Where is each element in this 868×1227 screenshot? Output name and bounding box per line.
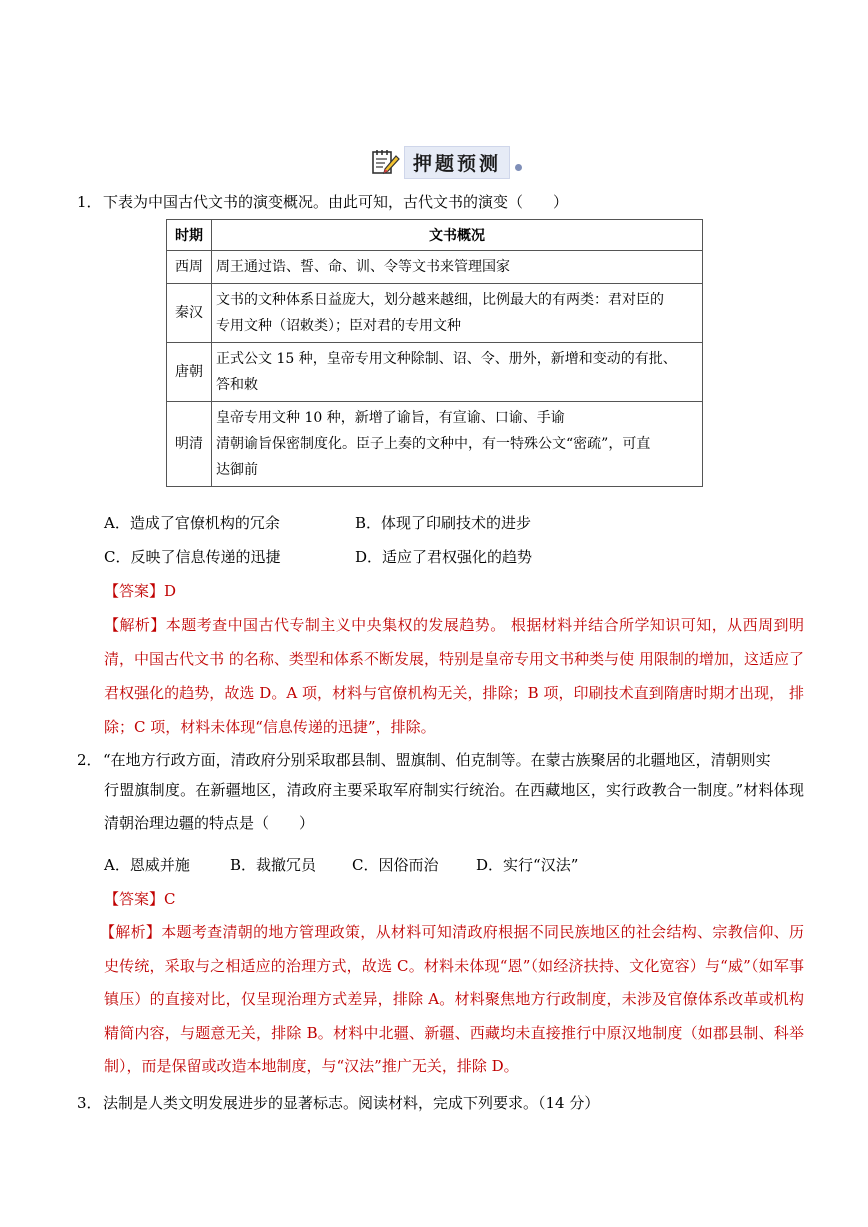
table-cell-line: 清朝谕旨保密制度化。臣子上奏的文种中，有一特殊公文“密疏”，可直 xyxy=(216,436,651,452)
question-2-options xyxy=(104,854,578,875)
question-text: 法制是人类文明发展进步的显著标志。阅读材料，完成下列要求。（14 分） xyxy=(103,1094,600,1112)
question-text: 下表为中国古代文书的演变概况。由此可知，古代文书的演变（ ） xyxy=(103,193,569,211)
question-1-stem xyxy=(77,192,568,212)
analysis-label: 【解析】 xyxy=(104,616,166,634)
table-row xyxy=(167,284,703,343)
question-2-answer: 【答案】C xyxy=(104,890,176,908)
option-b[interactable]: B．裁撤冗员 xyxy=(230,856,317,874)
table-header-period: 时期 xyxy=(167,220,212,251)
table-cell-line: 达御前 xyxy=(216,462,258,478)
table-cell-line: 周王通过诰、誓、命、训、令等文书来管理国家 xyxy=(216,259,510,275)
table-header-row xyxy=(167,220,703,251)
table-header-summary: 文书概况 xyxy=(212,220,703,251)
table-cell-summary xyxy=(212,284,703,343)
option-a[interactable]: A．恩威并施 xyxy=(104,856,190,874)
option-c[interactable]: C．因俗而治 xyxy=(352,856,439,874)
question-1-options-row-2 xyxy=(104,546,532,567)
question-1-analysis xyxy=(104,608,804,744)
option-d[interactable]: D．适应了君权强化的趋势 xyxy=(355,548,533,566)
table-cell-line: 正式公文 15 种，皇帝专用文种除制、诏、令、册外，新增和变动的有批、 xyxy=(216,351,677,367)
question-2-stem-rest: 行盟旗制度。在新疆地区，清政府主要采取军府制实行统治。在西藏地区，实行政教合一制度。”材料体现清朝治理边疆的特点是（ ） xyxy=(104,781,804,832)
question-number: 3． xyxy=(77,1094,102,1112)
table-cell-line: 答和敕 xyxy=(216,377,258,393)
table-cell-period: 明清 xyxy=(167,402,212,487)
section-title: 押题预测 xyxy=(404,146,510,179)
question-3-stem xyxy=(77,1093,599,1113)
document-evolution-table xyxy=(166,219,703,487)
table-cell-line: 专用文种（诏敕类）；臣对君的专用文种 xyxy=(216,318,461,334)
table-row xyxy=(167,402,703,487)
analysis-text: 本题考查清朝的地方管理政策，从材料可知清政府根据不同民族地区的社会结构、宗教信仰、历史传统，采取与之相适应的治理方式，故选 C。材料未体现“恩”（如经济扶持、文化宽容）与“威”（如军事镇压）的直接对比，仅呈现治理方式差异，排除 A。材料聚焦地方行政制度，未涉及官僚体系改革或机构精简内容，与题意无关，排除 B。材料中北疆、新疆、西藏均未直接推行中原汉地制度（如郡县制、科举制），而是保留或改造本地制度，与“汉法”推广无关，排除 D。 xyxy=(104,923,804,1075)
header-dot xyxy=(515,164,522,171)
option-c[interactable]: C．反映了信息传递的迅捷 xyxy=(104,548,281,566)
question-number: 1． xyxy=(77,193,102,211)
table-cell-period: 秦汉 xyxy=(167,284,212,343)
table-cell-period: 唐朝 xyxy=(167,343,212,402)
notepad-pencil-icon xyxy=(370,148,400,176)
question-text: “在地方行政方面，清政府分别采取郡县制、盟旗制、伯克制等。在蒙古族聚居的北疆地区，清朝则实 xyxy=(103,751,771,769)
question-1-answer: 【答案】D xyxy=(104,582,177,600)
table-cell-summary xyxy=(212,402,703,487)
option-a[interactable]: A．造成了官僚机构的冗余 xyxy=(104,514,280,532)
table-cell-period: 西周 xyxy=(167,251,212,284)
table-cell-line: 文书的文种体系日益庞大，划分越来越细，比例最大的有两类：君对臣的 xyxy=(216,292,664,308)
table-row xyxy=(167,251,703,284)
question-1-options-row-1 xyxy=(104,512,531,533)
question-2-analysis xyxy=(100,916,804,1084)
option-b[interactable]: B．体现了印刷技术的进步 xyxy=(355,514,532,532)
option-d[interactable]: D．实行“汉法” xyxy=(476,856,579,874)
analysis-label: 【解析】 xyxy=(100,923,162,941)
table-row xyxy=(167,343,703,402)
section-header xyxy=(370,146,522,178)
question-2-stem-first xyxy=(77,750,771,770)
table-cell-summary xyxy=(212,251,703,284)
table-cell-line: 皇帝专用文种 10 种，新增了谕旨，有宣谕、口谕、手谕 xyxy=(216,410,565,426)
question-number: 2． xyxy=(77,751,102,769)
analysis-text: 本题考查中国古代专制主义中央集权的发展趋势。 根据材料并结合所学知识可知，从西周到明清，中国古代文书 的名称、类型和体系不断发展，特别是皇帝专用文书种类与使 用限制的增加，这适应了君权强化的趋势，故选 D。A 项，材料与官僚机构无关，排除；B 项，印刷技术直到隋唐时期才出现， 排除；C 项，材料未体现“信息传递的迅捷”，排除。 xyxy=(104,616,804,736)
table-cell-summary xyxy=(212,343,703,402)
